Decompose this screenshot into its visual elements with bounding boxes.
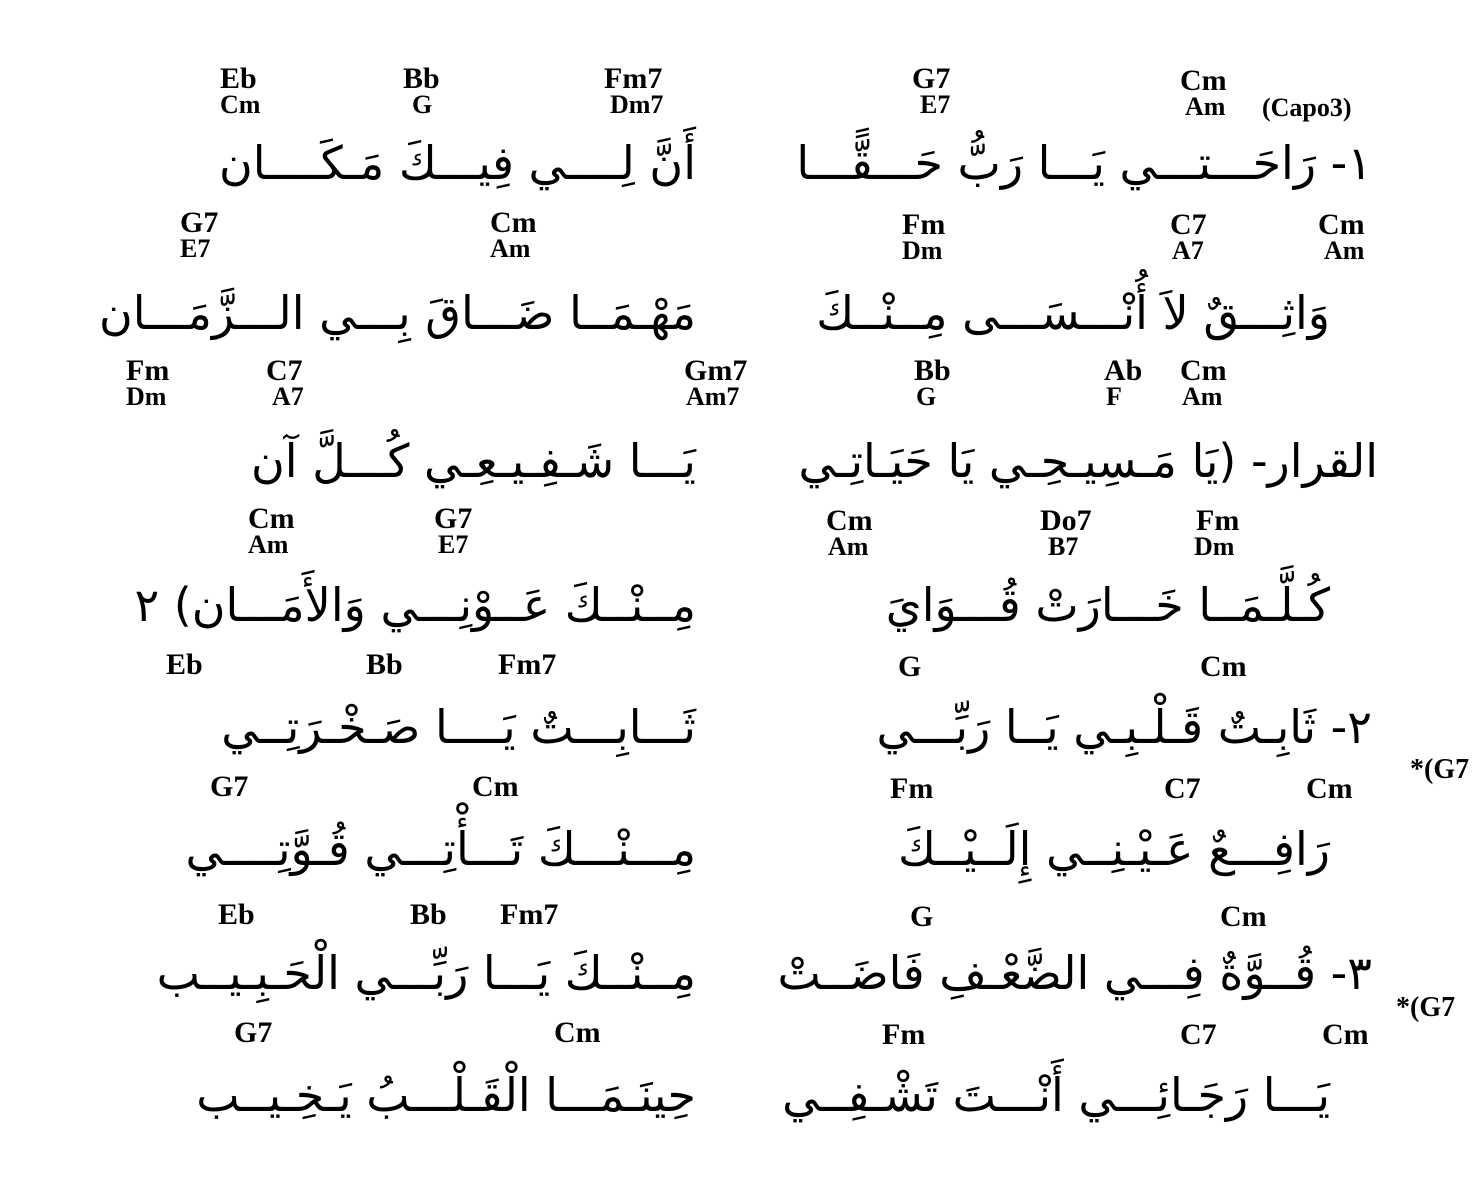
- chord: Bb: [403, 62, 440, 95]
- chord-alt: E7: [438, 530, 469, 559]
- chord: G7: [180, 206, 219, 239]
- lyric-right: كُـلَّـمَــا خَـــارَتْ قُـــوَايَ: [885, 578, 1330, 632]
- chord: C7: [266, 354, 303, 387]
- chord: G7: [434, 502, 473, 535]
- chord-alt: A7: [272, 382, 304, 411]
- chord: C7: [1170, 208, 1207, 241]
- chord: Fm: [1196, 504, 1240, 537]
- chord-alt: F: [1106, 382, 1122, 411]
- chord: G: [898, 650, 922, 683]
- chord: Bb: [914, 354, 951, 387]
- lyric-left: مِــنْــكَ عَــوْنِـــي وَالأَمَـــان) ٢: [134, 578, 696, 632]
- chord: Cm: [1180, 354, 1227, 387]
- chord: Ab: [1104, 354, 1143, 387]
- chord: Cm: [826, 504, 873, 537]
- chord: Cm: [554, 1016, 601, 1049]
- side-note: *(G7: [1410, 754, 1470, 785]
- chord-alt: Dm: [1194, 532, 1235, 561]
- chord-alt: Am: [1324, 236, 1365, 265]
- chord-alt: Am: [490, 234, 531, 263]
- lyric-right: ١- رَاحَـــتـــي يَـــا رَبُّ حَـــقًّـــا: [796, 136, 1372, 190]
- chord-alt: Am7: [686, 382, 740, 411]
- chord: Eb: [166, 648, 203, 681]
- chord-alt: G: [412, 90, 433, 119]
- chord-alt: Dm: [126, 382, 167, 411]
- chord: Fm7: [498, 648, 557, 681]
- chord-alt: Am: [248, 530, 289, 559]
- chord: Fm: [902, 208, 946, 241]
- chord: G: [910, 900, 934, 933]
- lyric-left: ثَـــابِـــتٌ يَــــا صَـخْـرَتِــي: [221, 700, 696, 754]
- chord: C7: [1164, 772, 1201, 805]
- lyric-left: حِينَـمَـــا الْقَـلْـــبُ يَـخِـيــب: [196, 1068, 696, 1122]
- chord: Gm7: [684, 354, 748, 387]
- chord: C7: [1180, 1018, 1217, 1051]
- lyric-left: مَهْـمَــا ضَـــاقَ بِـــي الـــزَّمَـــان: [99, 286, 696, 340]
- chord-alt: Dm: [902, 236, 943, 265]
- chord: Fm: [890, 772, 934, 805]
- chord: Cm: [1200, 650, 1247, 683]
- chord: G7: [234, 1016, 273, 1049]
- chord: Cm: [1220, 900, 1267, 933]
- chord-alt: A7: [1172, 236, 1204, 265]
- chord: G7: [912, 62, 951, 95]
- chord: Cm: [490, 206, 537, 239]
- chord-alt: Dm7: [610, 90, 664, 119]
- lyric-left: مِــنْــكَ يَـــا رَبِّـــي الْحَـبِـيــب: [156, 946, 696, 1000]
- chord: Eb: [218, 898, 255, 931]
- chord-alt: Cm: [220, 90, 261, 119]
- chord-alt: Am: [1185, 92, 1226, 121]
- chord-alt: G: [916, 382, 937, 411]
- chord: Fm: [126, 354, 170, 387]
- chord: Fm: [882, 1018, 926, 1051]
- chord: Cm: [1180, 64, 1227, 97]
- side-note: *(G7: [1396, 992, 1456, 1023]
- chord-alt: E7: [180, 234, 211, 263]
- chord-alt: B7: [1048, 532, 1079, 561]
- chord: Fm7: [604, 62, 663, 95]
- lyric-right: القرار- (يَا مَـسِيـحِـي يَا حَيَـاتِـي: [798, 434, 1378, 488]
- lyric-right: ٢- ثَابِـتٌ قَـلْـبِـي يَــا رَبِّـــي: [876, 700, 1372, 754]
- chord: Bb: [410, 898, 447, 931]
- chord: Cm: [1306, 772, 1353, 805]
- lyric-right: يَـــا رَجَـائِـــي أَنْـــتَ تَشْـفِــي: [782, 1068, 1330, 1122]
- chord-alt: Am: [828, 532, 869, 561]
- lyric-left: أَنَّ لِــــي فِيـــكَ مَـكَــــان: [219, 136, 696, 190]
- lyric-right: رَافِـــعٌ عَـيْـنِــي إِلَــيْــكَ: [898, 822, 1330, 876]
- chord: Cm: [1318, 208, 1365, 241]
- chord: Cm: [1322, 1018, 1369, 1051]
- capo-note: (Capo3): [1262, 93, 1352, 122]
- chord-alt: E7: [920, 90, 951, 119]
- chord-alt: Am: [1182, 382, 1223, 411]
- chord: Bb: [366, 648, 403, 681]
- chord: Cm: [248, 502, 295, 535]
- lyric-left: مِـــنْـــكَ تَـــأْتِـــي قُـوَّتِــــي: [185, 822, 696, 876]
- lyric-left: يَـــا شَـفِـيـعِـي كُـــلَّ آن: [251, 434, 696, 488]
- chord: Do7: [1040, 504, 1092, 537]
- chord: Cm: [472, 770, 519, 803]
- lyric-right: وَاثِـــقٌ لاَ أُنْـــسَـــى مِــنْــكَ: [816, 286, 1330, 340]
- lyric-right: ٣- قُــوَّةٌ فِـــي الضَّعْـفِ فَاضَــتْ: [777, 946, 1372, 1000]
- chord: Eb: [220, 62, 257, 95]
- chord: Fm7: [500, 898, 559, 931]
- chord: G7: [210, 770, 249, 803]
